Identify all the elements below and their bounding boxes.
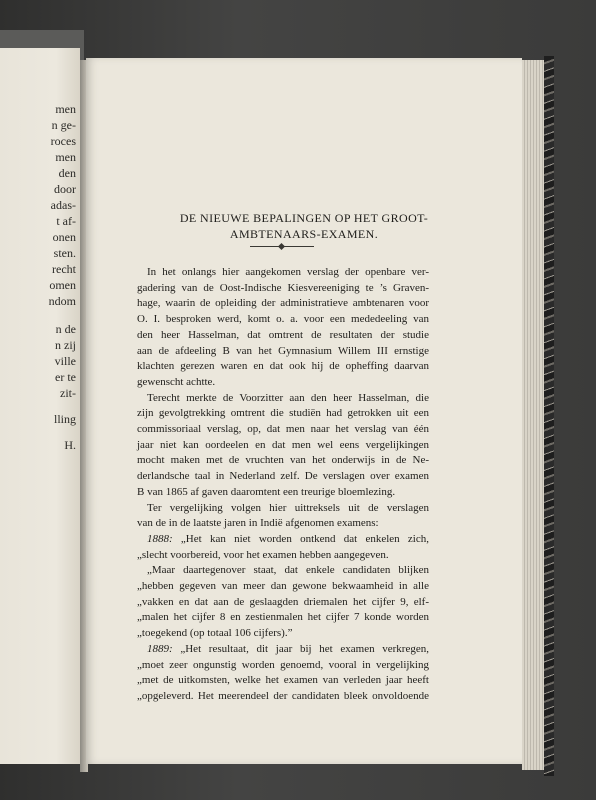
year-label: 1889: <box>147 642 173 655</box>
left-page-line: door <box>54 182 76 196</box>
text-line-content: O. I. besproken werd, komt o. a. voor een mededeeling van <box>137 313 429 326</box>
text-line-content: van de in de laatste jaren in Indië afgenomen examens: <box>137 517 379 530</box>
left-page-line: ndom <box>48 294 76 308</box>
text-line <box>137 594 429 610</box>
text-line <box>137 688 429 704</box>
text-line-content: „opgeleverd. Het meerendeel der candidaten bleek onvoldoende <box>137 689 429 702</box>
text-line-content: „Het kan niet worden ontkend dat enkelen zich, <box>172 532 429 545</box>
text-line <box>137 405 429 421</box>
text-line-content: klachten gerezen waren en dat ook hij de opheffing daarvan <box>137 360 429 373</box>
text-line <box>137 578 429 594</box>
text-line-content: „Het resultaat, dit jaar bij het examen verkregen, <box>172 642 429 655</box>
text-line-content: Ter vergelijking volgen hier uittreksels uit de verslagen <box>147 501 429 514</box>
text-line-content: commissoriaal verslag, op, dat men naar het verslag van één <box>137 423 429 435</box>
text-line <box>137 295 429 311</box>
text-line <box>137 515 429 531</box>
text-line <box>137 311 429 327</box>
left-page-line: onen <box>52 230 76 244</box>
text-line <box>147 390 429 406</box>
text-line-content: den heer Hasselman, dat omtrent de resultaten der studie <box>137 328 429 341</box>
left-page-line: zit- <box>60 386 76 400</box>
text-line-content: Terecht merkte de Voorzitter aan den heer Hasselman, die <box>147 391 429 404</box>
text-line-content: mocht maken met de vruchten van het onderwijs in de Ne- <box>137 454 429 467</box>
text-line <box>147 562 429 578</box>
text-line <box>137 468 429 484</box>
text-line <box>137 452 429 468</box>
text-line-content: „hebben gegeven van meer dan gewone bekwaamheid in alle <box>137 580 429 592</box>
left-page-line: n de <box>55 322 76 336</box>
left-page-line: n ge- <box>51 118 76 132</box>
left-page-line: sten. <box>53 246 76 260</box>
left-page <box>0 48 80 764</box>
text-line <box>147 264 429 280</box>
text-line-content: „malen het cijfer 8 en zestienmalen het cijfer 7 konde worden <box>137 611 429 624</box>
text-line <box>137 421 429 437</box>
text-line <box>137 280 429 296</box>
text-line-content: hage, waarin de opleiding der administratieve ambtenaren voor <box>137 297 429 310</box>
text-line-content: „toegekend (op totaal 106 cijfers).” <box>137 627 293 640</box>
text-line-content: „moet zeer ongunstig worden genoemd, vooral in vergelijking <box>137 658 429 671</box>
text-line-content: „slecht voorbereid, voor het examen hebben aangegeven. <box>137 548 389 561</box>
text-line <box>147 531 429 547</box>
left-page-line: den <box>58 166 76 180</box>
left-page-line: n zij <box>55 338 76 352</box>
left-page-line: er te <box>55 370 76 384</box>
text-line <box>137 343 429 359</box>
text-line <box>147 641 429 657</box>
left-page-line: t af- <box>56 214 76 228</box>
article-title-line-1: DE NIEUWE BEPALINGEN OP HET GROOT- <box>179 211 429 225</box>
text-line <box>137 327 429 343</box>
left-page-line: lling <box>53 412 76 426</box>
left-page-line: men <box>55 150 76 164</box>
text-line <box>137 609 429 625</box>
marbled-edge <box>544 56 554 776</box>
text-line-content: jaar niet kan oordeelen en dat men wel eens vergelijkingen <box>137 438 429 451</box>
article-title-line-2: AMBTENAARS-EXAMEN. <box>229 227 379 241</box>
text-line-content: gadering van de Oost-Indische Kiesvereeniging te ’s Graven- <box>137 281 429 294</box>
text-line <box>137 625 429 641</box>
left-page-line: roces <box>50 134 76 148</box>
text-line-content: „met de uitkomsten, welke het examen van verleden jaar heeft <box>137 674 429 687</box>
text-line-content: derlandsche taal in Nederland zelf. De verslagen over examen <box>137 470 429 483</box>
text-line-content: zijn gevolgtrekking omtrent die studiën had getrokken uit een <box>137 407 429 420</box>
text-line <box>147 500 429 516</box>
text-line-content: „vakken en dat aan de geslaagden driemalen het cijfer 9, elf- <box>137 595 429 608</box>
text-line-content: aan de afdeeling B van het Gymnasium Willem III ernstige <box>137 344 429 357</box>
text-line-content: B van 1865 af gaven daaromtent een treurige bloemlezing. <box>137 485 396 498</box>
text-line <box>137 484 429 500</box>
left-page-line: ville <box>54 354 76 368</box>
left-page-line: recht <box>52 262 76 276</box>
left-page-line: H. <box>64 438 76 452</box>
text-line <box>137 657 429 673</box>
left-page-line: adas- <box>50 198 76 212</box>
left-page-line: men <box>55 102 76 116</box>
left-page-line: omen <box>49 278 76 292</box>
text-line <box>137 358 429 374</box>
text-line <box>137 437 429 453</box>
text-line-content: „Maar daartegenover staat, dat enkele candidaten blijken <box>147 564 429 577</box>
text-line <box>137 374 429 390</box>
text-line <box>137 547 429 563</box>
title-ornament-divider <box>250 246 314 247</box>
text-line-content: gewenscht achtte. <box>137 375 216 388</box>
year-label: 1888: <box>147 532 173 545</box>
text-line-content: In het onlangs hier aangekomen verslag der openbare ver- <box>147 266 429 278</box>
text-line <box>137 672 429 688</box>
page-edges <box>522 60 544 770</box>
